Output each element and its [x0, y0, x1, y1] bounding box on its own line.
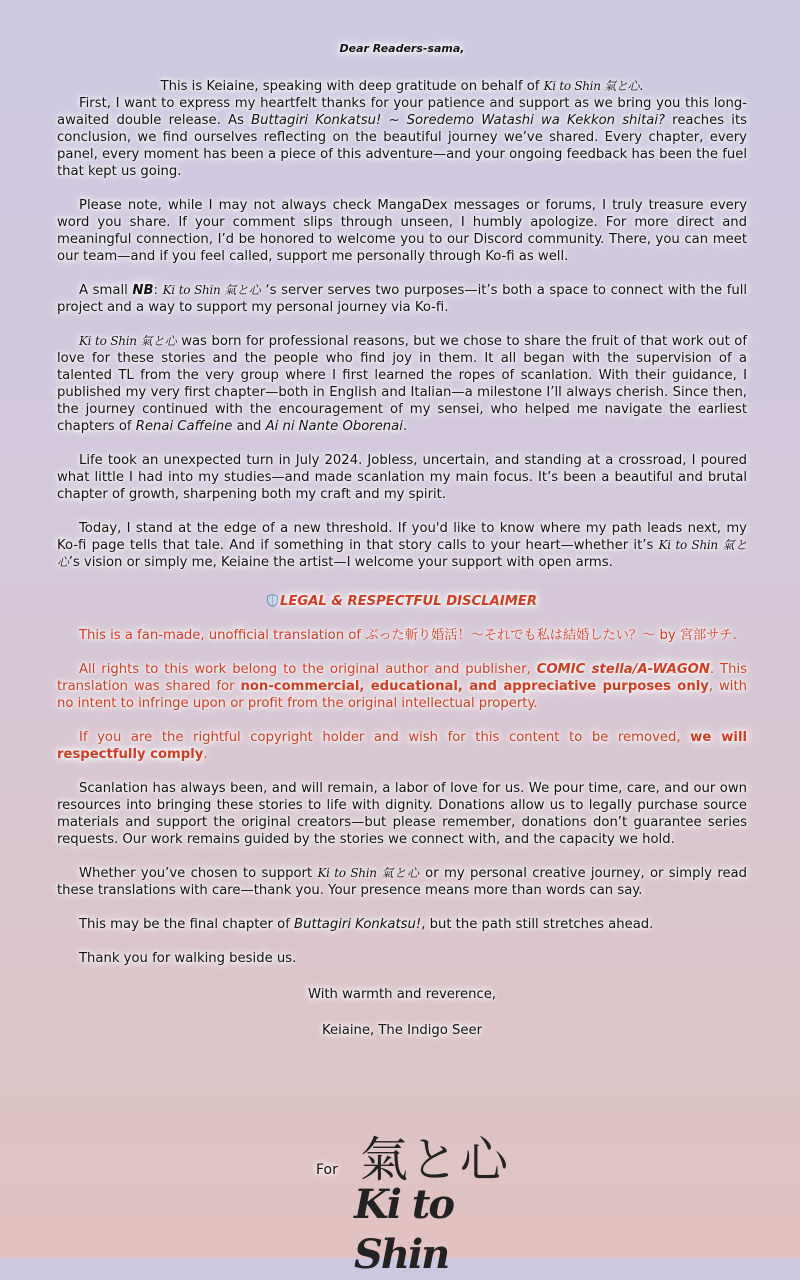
- disclaimer-removal: If you are the rightful copyright holder and wish for this content to be removed, we will respectfully comply.: [57, 730, 747, 762]
- logo-roman: Ki to Shin: [354, 1181, 454, 1278]
- brand-name: Ki to Shin 氣と心: [543, 79, 640, 93]
- paragraph-thanks: First, I want to express my heartfelt thanks for your patience and support as we bring you this long-awaited double release. As Buttagiri Konkatsu! ~ Soredemo Watashi wa Kekkon shitai? reaches its conclusion, we find ourselves reflecting on the beautiful journey we’ve shared. Every chapter, every panel, every moment has been a piece of this adventure—and your ongoing feedback has been the fuel that kept us going.: [57, 96, 747, 179]
- letter: [57, 40, 747, 1039]
- paragraph-origin: Ki to Shin 氣と心 was born for professional reasons, but we chose to share the fruit of that work out of love for these stories and the people who find joy in them. It all began with the supervision of a talented TL from the very group where I first learned the ropes of scanlation. With their guidance, I published my very first chapter—both in English and Italian—a milestone I’ll always cherish. Since then, the journey continued with the encouragement of my sensei, who helped me navigate the earliest chapters of Renai Caffeine and Ai ni Nante Oborenai.: [57, 334, 748, 434]
- paragraph-final-chapter: This may be the final chapter of Buttagiri Konkatsu!, but the path still stretches ahead.: [79, 917, 654, 932]
- shield-icon: [267, 594, 278, 607]
- paragraph-messages: Please note, while I may not always check MangaDex messages or forums, I truly treasure every word you share. If your comment slips through unseen, I humbly apologize. For more direct and meaningful connection, I’d be honored to welcome you to our Discord community. There, you can meet our team—and if you feel called, support me personally through Ko-fi as well.: [57, 198, 747, 264]
- title-renai-caffeine: Renai Caffeine: [135, 419, 233, 434]
- footer-logo-block: [316, 1132, 516, 1278]
- paragraph-donations: Scanlation has always been, and will remain, a labor of love for us. We pour time, care, and our own resources into bringing these stories to life with dignity. Donations allow us to legally purchase source materials and support the original creators—but please remember, donations don’t guarantee series requests. Our work remains guided by the stories we connect with, and the capacity we hold.: [57, 781, 747, 847]
- disclaimer-fan-translation: This is a fan-made, unofficial translation of ぶった斬り婚活！〜それでも私は結婚したい？〜 by 宮部サチ.: [79, 628, 737, 643]
- series-title: Buttagiri Konkatsu! ~ Soredemo Watashi wa Kekkon shitai?: [251, 113, 665, 128]
- closing-line: With warmth and reverence,: [307, 987, 497, 1002]
- title-ai-ni-nante: Ai ni Nante Oborenai: [265, 419, 403, 434]
- brand-name: Ki to Shin 氣と心: [162, 283, 261, 297]
- salutation: Dear Readers-sama,: [339, 42, 465, 55]
- paragraph-life: Life took an unexpected turn in July 2024. Jobless, uncertain, and standing at a crossroad, I poured what little I had into my studies—and made scanlation my main focus. It’s been a beautiful and brutal chapter of growth, sharpening both my craft and my spirit.: [57, 453, 747, 502]
- disclaimer-heading: LEGAL & RESPECTFUL DISCLAIMER: [57, 593, 747, 610]
- paragraph-threshold: Today, I stand at the edge of a new threshold. If you'd like to know where my path leads next, my Ko-fi page tells that tale. And if something in that story calls to your heart—whether it’s Ki to Shin 氣と心’s vision or simply me, Keiaine the artist—I welcome your support with open arms.: [57, 521, 747, 570]
- disclaimer-rights: All rights to this work belong to the original author and publisher, COMIC stella/A-WAGON. This translation was shared for non-commercial, educational, and appreciative purposes only, with no intent to infringe upon or profit from the original intellectual property.: [57, 662, 748, 711]
- brand-name: Ki to Shin 氣と心: [317, 866, 420, 880]
- brand-name: Ki to Shin 氣と心: [79, 334, 177, 348]
- paragraph-thank-you: Thank you for walking beside us.: [79, 951, 297, 966]
- series-short-title: Buttagiri Konkatsu!: [294, 917, 422, 932]
- logo-kanji: 氣と心: [360, 1132, 511, 1188]
- comply-statement: we will respectfully comply: [57, 730, 747, 762]
- intro-line: This is Keiaine, speaking with deep gratitude on behalf of Ki to Shin 氣と心.: [160, 79, 644, 94]
- nb-label: NB: [132, 283, 154, 298]
- paragraph-support: Whether you’ve chosen to support Ki to Shin 氣と心 or my personal creative journey, or simply read these translations with care—thank you. Your presence means more than words can say.: [57, 866, 748, 898]
- footer-for-label: For: [316, 1162, 338, 1178]
- publisher-name: COMIC stella/A-WAGON: [536, 662, 710, 677]
- purpose-statement: non-commercial, educational, and appreciative purposes only: [240, 679, 709, 694]
- signature: Keiaine, The Indigo Seer: [321, 1023, 483, 1038]
- paragraph-nb: A small NB: Ki to Shin 氣と心 ‘s server serves two purposes—it’s both a space to connect with the full project and a way to support my personal journey via Ko-fi.: [57, 283, 748, 315]
- brand-name: Ki to Shin 氣と心: [57, 538, 747, 569]
